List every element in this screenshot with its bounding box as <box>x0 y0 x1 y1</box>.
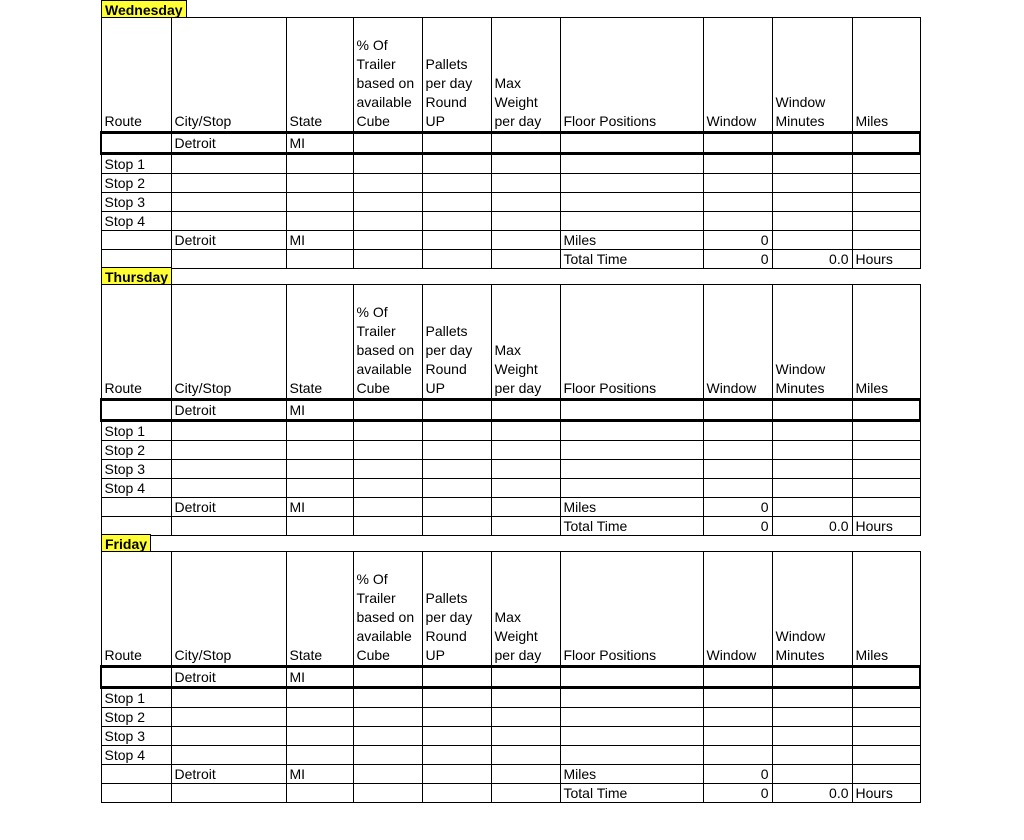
header-pallets[interactable]: Pallets per day Round UP <box>422 285 491 400</box>
cell[interactable] <box>852 460 920 479</box>
cell[interactable] <box>560 460 703 479</box>
day-label: Friday <box>101 534 151 552</box>
header-max-weight[interactable]: Max Weight per day <box>491 18 560 133</box>
end-city-cell[interactable]: Detroit <box>171 498 286 517</box>
cell[interactable] <box>171 708 286 727</box>
total-row <box>101 784 920 803</box>
header-window[interactable]: Window <box>703 18 772 133</box>
cell[interactable] <box>491 193 560 212</box>
header-route[interactable]: Route <box>101 552 171 667</box>
cell[interactable] <box>772 212 852 231</box>
cell[interactable] <box>171 193 286 212</box>
stop-row <box>101 154 920 174</box>
cell[interactable] <box>852 479 920 498</box>
cell[interactable] <box>703 154 772 174</box>
cell[interactable] <box>560 441 703 460</box>
cell[interactable] <box>353 688 422 708</box>
stop-row <box>101 212 920 231</box>
cell[interactable] <box>772 421 852 441</box>
start-state-cell[interactable]: MI <box>286 667 353 688</box>
cell[interactable] <box>772 174 852 193</box>
cell[interactable] <box>852 421 920 441</box>
cell[interactable] <box>422 460 491 479</box>
cell[interactable] <box>353 746 422 765</box>
cell[interactable] <box>560 746 703 765</box>
cell[interactable] <box>560 400 703 421</box>
cell[interactable] <box>286 708 353 727</box>
cell[interactable] <box>703 421 772 441</box>
header-row <box>101 18 920 133</box>
cell[interactable] <box>491 784 560 803</box>
cell[interactable] <box>286 727 353 746</box>
end-row <box>101 498 920 517</box>
cell[interactable] <box>286 460 353 479</box>
cell[interactable] <box>171 784 286 803</box>
stop-row <box>101 688 920 708</box>
cell[interactable] <box>101 667 171 688</box>
cell[interactable] <box>491 231 560 250</box>
stop-row <box>101 193 920 212</box>
header-window-minutes[interactable]: Window Minutes <box>772 285 852 400</box>
route-table <box>100 551 921 803</box>
cell[interactable] <box>560 174 703 193</box>
hours-label-cell[interactable]: Hours <box>852 517 920 536</box>
cell[interactable] <box>286 193 353 212</box>
cell[interactable] <box>171 746 286 765</box>
cell[interactable] <box>422 765 491 784</box>
cell[interactable] <box>101 133 171 154</box>
stop-cell[interactable]: Stop 3 <box>101 460 171 479</box>
cell[interactable] <box>560 133 703 154</box>
cell[interactable] <box>101 517 171 536</box>
cell[interactable] <box>852 688 920 708</box>
cell[interactable] <box>422 479 491 498</box>
stop-cell[interactable]: Stop 3 <box>101 193 171 212</box>
route-table <box>100 17 921 269</box>
total-row <box>101 250 920 269</box>
cell[interactable] <box>772 460 852 479</box>
cell[interactable] <box>171 421 286 441</box>
stop-cell[interactable]: Stop 4 <box>101 479 171 498</box>
total-time-label-cell[interactable]: Total Time <box>560 517 703 536</box>
cell[interactable] <box>703 212 772 231</box>
cell[interactable] <box>703 174 772 193</box>
cell[interactable] <box>286 174 353 193</box>
cell[interactable] <box>772 708 852 727</box>
cell[interactable] <box>772 727 852 746</box>
stop-cell[interactable]: Stop 1 <box>101 421 171 441</box>
stop-row <box>101 460 920 479</box>
cell[interactable] <box>171 154 286 174</box>
cell[interactable] <box>353 154 422 174</box>
stop-row <box>101 479 920 498</box>
header-window[interactable]: Window <box>703 552 772 667</box>
header-state[interactable]: State <box>286 285 353 400</box>
end-row <box>101 231 920 250</box>
cell[interactable] <box>422 667 491 688</box>
cell[interactable] <box>171 517 286 536</box>
cell[interactable] <box>491 212 560 231</box>
total-time-value-cell[interactable]: 0 <box>703 250 772 269</box>
end-state-cell[interactable]: MI <box>286 498 353 517</box>
cell[interactable] <box>560 212 703 231</box>
cell[interactable] <box>772 765 852 784</box>
header-pallets[interactable]: Pallets per day Round UP <box>422 552 491 667</box>
hours-value-cell[interactable]: 0.0 <box>772 784 852 803</box>
end-city-cell[interactable]: Detroit <box>171 231 286 250</box>
cell[interactable] <box>422 498 491 517</box>
cell[interactable] <box>422 441 491 460</box>
cell[interactable] <box>353 727 422 746</box>
cell[interactable] <box>171 250 286 269</box>
miles-label-cell[interactable]: Miles <box>560 231 703 250</box>
cell[interactable] <box>353 441 422 460</box>
stop-cell[interactable]: Stop 1 <box>101 688 171 708</box>
cell[interactable] <box>171 727 286 746</box>
cell[interactable] <box>101 784 171 803</box>
end-city-cell[interactable]: Detroit <box>171 765 286 784</box>
cell[interactable] <box>286 421 353 441</box>
cell[interactable] <box>491 174 560 193</box>
stop-cell[interactable]: Stop 1 <box>101 154 171 174</box>
total-row <box>101 517 920 536</box>
header-miles[interactable]: Miles <box>852 285 920 400</box>
cell[interactable] <box>353 498 422 517</box>
header-row <box>101 552 920 667</box>
start-city-cell[interactable]: Detroit <box>171 667 286 688</box>
cell[interactable] <box>703 400 772 421</box>
hours-value-cell[interactable]: 0.0 <box>772 517 852 536</box>
cell[interactable] <box>560 667 703 688</box>
cell[interactable] <box>422 688 491 708</box>
cell[interactable] <box>703 479 772 498</box>
cell[interactable] <box>852 193 920 212</box>
stop-cell[interactable]: Stop 4 <box>101 746 171 765</box>
cell[interactable] <box>171 441 286 460</box>
cell[interactable] <box>852 708 920 727</box>
cell[interactable] <box>422 193 491 212</box>
header-window-minutes[interactable]: Window Minutes <box>772 18 852 133</box>
total-time-label-cell[interactable]: Total Time <box>560 250 703 269</box>
stop-cell[interactable]: Stop 2 <box>101 174 171 193</box>
cell[interactable] <box>286 154 353 174</box>
cell[interactable] <box>772 746 852 765</box>
cell[interactable] <box>422 746 491 765</box>
cell[interactable] <box>491 498 560 517</box>
header-max-weight[interactable]: Max Weight per day <box>491 285 560 400</box>
cell[interactable] <box>286 688 353 708</box>
cell[interactable] <box>772 400 852 421</box>
stop-cell[interactable]: Stop 4 <box>101 212 171 231</box>
cell[interactable] <box>353 517 422 536</box>
cell[interactable] <box>171 212 286 231</box>
cell[interactable] <box>491 250 560 269</box>
cell[interactable] <box>772 498 852 517</box>
header-pct-trailer[interactable]: % Of Trailer based on available Cube <box>353 552 422 667</box>
cell[interactable] <box>772 479 852 498</box>
hours-value-cell[interactable]: 0.0 <box>772 250 852 269</box>
cell[interactable] <box>491 154 560 174</box>
header-miles[interactable]: Miles <box>852 18 920 133</box>
cell[interactable] <box>353 784 422 803</box>
cell[interactable] <box>171 174 286 193</box>
cell[interactable] <box>772 231 852 250</box>
stop-row <box>101 174 920 193</box>
start-row <box>101 400 920 421</box>
cell[interactable] <box>560 193 703 212</box>
cell[interactable] <box>422 400 491 421</box>
cell[interactable] <box>772 667 852 688</box>
cell[interactable] <box>560 154 703 174</box>
header-floor-positions[interactable]: Floor Positions <box>560 285 703 400</box>
cell[interactable] <box>852 667 920 688</box>
cell[interactable] <box>560 688 703 708</box>
cell[interactable] <box>422 708 491 727</box>
cell[interactable] <box>560 727 703 746</box>
header-pct-trailer[interactable]: % Of Trailer based on available Cube <box>353 18 422 133</box>
start-state-cell[interactable]: MI <box>286 400 353 421</box>
cell[interactable] <box>422 517 491 536</box>
cell[interactable] <box>703 688 772 708</box>
stop-row <box>101 441 920 460</box>
stop-row <box>101 727 920 746</box>
start-city-cell[interactable]: Detroit <box>171 133 286 154</box>
day-label: Thursday <box>101 267 172 285</box>
cell[interactable] <box>703 667 772 688</box>
cell[interactable] <box>772 441 852 460</box>
stop-cell[interactable]: Stop 2 <box>101 441 171 460</box>
header-pct-trailer[interactable]: % Of Trailer based on available Cube <box>353 285 422 400</box>
cell[interactable] <box>852 133 920 154</box>
cell[interactable] <box>852 154 920 174</box>
cell[interactable] <box>703 193 772 212</box>
start-row <box>101 667 920 688</box>
total-time-value-cell[interactable]: 0 <box>703 517 772 536</box>
cell[interactable] <box>852 400 920 421</box>
cell[interactable] <box>422 784 491 803</box>
header-window-minutes[interactable]: Window Minutes <box>772 552 852 667</box>
cell[interactable] <box>772 133 852 154</box>
stop-row <box>101 746 920 765</box>
miles-label-cell[interactable]: Miles <box>560 765 703 784</box>
cell[interactable] <box>286 517 353 536</box>
header-city-stop[interactable]: City/Stop <box>171 18 286 133</box>
cell[interactable] <box>422 174 491 193</box>
cell[interactable] <box>286 212 353 231</box>
miles-value-cell[interactable]: 0 <box>703 498 772 517</box>
stop-cell[interactable]: Stop 3 <box>101 727 171 746</box>
cell[interactable] <box>852 746 920 765</box>
cell[interactable] <box>353 212 422 231</box>
cell[interactable] <box>422 133 491 154</box>
cell[interactable] <box>560 421 703 441</box>
cell[interactable] <box>852 727 920 746</box>
header-route[interactable]: Route <box>101 18 171 133</box>
stop-row <box>101 421 920 441</box>
header-route[interactable]: Route <box>101 285 171 400</box>
cell[interactable] <box>491 746 560 765</box>
cell[interactable] <box>491 708 560 727</box>
cell[interactable] <box>491 765 560 784</box>
cell[interactable] <box>101 231 171 250</box>
cell[interactable] <box>171 688 286 708</box>
miles-value-cell[interactable]: 0 <box>703 231 772 250</box>
cell[interactable] <box>353 421 422 441</box>
cell[interactable] <box>703 441 772 460</box>
cell[interactable] <box>422 231 491 250</box>
cell[interactable] <box>422 154 491 174</box>
cell[interactable] <box>353 479 422 498</box>
cell[interactable] <box>491 667 560 688</box>
stop-row <box>101 708 920 727</box>
cell[interactable] <box>852 212 920 231</box>
cell[interactable] <box>286 250 353 269</box>
cell[interactable] <box>101 765 171 784</box>
cell[interactable] <box>491 460 560 479</box>
cell[interactable] <box>286 784 353 803</box>
cell[interactable] <box>560 479 703 498</box>
total-time-label-cell[interactable]: Total Time <box>560 784 703 803</box>
cell[interactable] <box>353 460 422 479</box>
cell[interactable] <box>491 688 560 708</box>
cell[interactable] <box>852 765 920 784</box>
cell[interactable] <box>772 154 852 174</box>
header-row <box>101 285 920 400</box>
cell[interactable] <box>703 133 772 154</box>
header-city-stop[interactable]: City/Stop <box>171 552 286 667</box>
start-row <box>101 133 920 154</box>
header-floor-positions[interactable]: Floor Positions <box>560 552 703 667</box>
cell[interactable] <box>852 174 920 193</box>
cell[interactable] <box>422 421 491 441</box>
cell[interactable] <box>353 250 422 269</box>
cell[interactable] <box>286 479 353 498</box>
miles-label-cell[interactable]: Miles <box>560 498 703 517</box>
cell[interactable] <box>852 441 920 460</box>
cell[interactable] <box>491 727 560 746</box>
cell[interactable] <box>353 133 422 154</box>
cell[interactable] <box>101 400 171 421</box>
cell[interactable] <box>703 727 772 746</box>
cell[interactable] <box>286 746 353 765</box>
cell[interactable] <box>772 193 852 212</box>
end-state-cell[interactable]: MI <box>286 765 353 784</box>
hours-label-cell[interactable]: Hours <box>852 784 920 803</box>
header-miles[interactable]: Miles <box>852 552 920 667</box>
end-row <box>101 765 920 784</box>
cell[interactable] <box>852 498 920 517</box>
cell[interactable] <box>353 193 422 212</box>
header-floor-positions[interactable]: Floor Positions <box>560 18 703 133</box>
cell[interactable] <box>353 400 422 421</box>
cell[interactable] <box>171 460 286 479</box>
cell[interactable] <box>852 231 920 250</box>
end-state-cell[interactable]: MI <box>286 231 353 250</box>
route-table <box>100 284 921 536</box>
cell[interactable] <box>286 441 353 460</box>
header-city-stop[interactable]: City/Stop <box>171 285 286 400</box>
miles-value-cell[interactable]: 0 <box>703 765 772 784</box>
start-city-cell[interactable]: Detroit <box>171 400 286 421</box>
cell[interactable] <box>703 460 772 479</box>
stop-cell[interactable]: Stop 2 <box>101 708 171 727</box>
header-max-weight[interactable]: Max Weight per day <box>491 552 560 667</box>
cell[interactable] <box>353 765 422 784</box>
cell[interactable] <box>560 708 703 727</box>
cell[interactable] <box>422 250 491 269</box>
cell[interactable] <box>491 133 560 154</box>
cell[interactable] <box>772 688 852 708</box>
header-state[interactable]: State <box>286 18 353 133</box>
cell[interactable] <box>353 667 422 688</box>
header-pallets[interactable]: Pallets per day Round UP <box>422 18 491 133</box>
cell[interactable] <box>491 400 560 421</box>
cell[interactable] <box>353 708 422 727</box>
cell[interactable] <box>491 441 560 460</box>
cell[interactable] <box>703 708 772 727</box>
cell[interactable] <box>422 727 491 746</box>
cell[interactable] <box>422 212 491 231</box>
cell[interactable] <box>491 421 560 441</box>
start-state-cell[interactable]: MI <box>286 133 353 154</box>
cell[interactable] <box>491 479 560 498</box>
cell[interactable] <box>101 250 171 269</box>
hours-label-cell[interactable]: Hours <box>852 250 920 269</box>
header-state[interactable]: State <box>286 552 353 667</box>
cell[interactable] <box>703 746 772 765</box>
cell[interactable] <box>101 498 171 517</box>
cell[interactable] <box>171 479 286 498</box>
header-window[interactable]: Window <box>703 285 772 400</box>
cell[interactable] <box>491 517 560 536</box>
cell[interactable] <box>353 231 422 250</box>
day-label: Wednesday <box>101 0 187 18</box>
total-time-value-cell[interactable]: 0 <box>703 784 772 803</box>
cell[interactable] <box>353 174 422 193</box>
